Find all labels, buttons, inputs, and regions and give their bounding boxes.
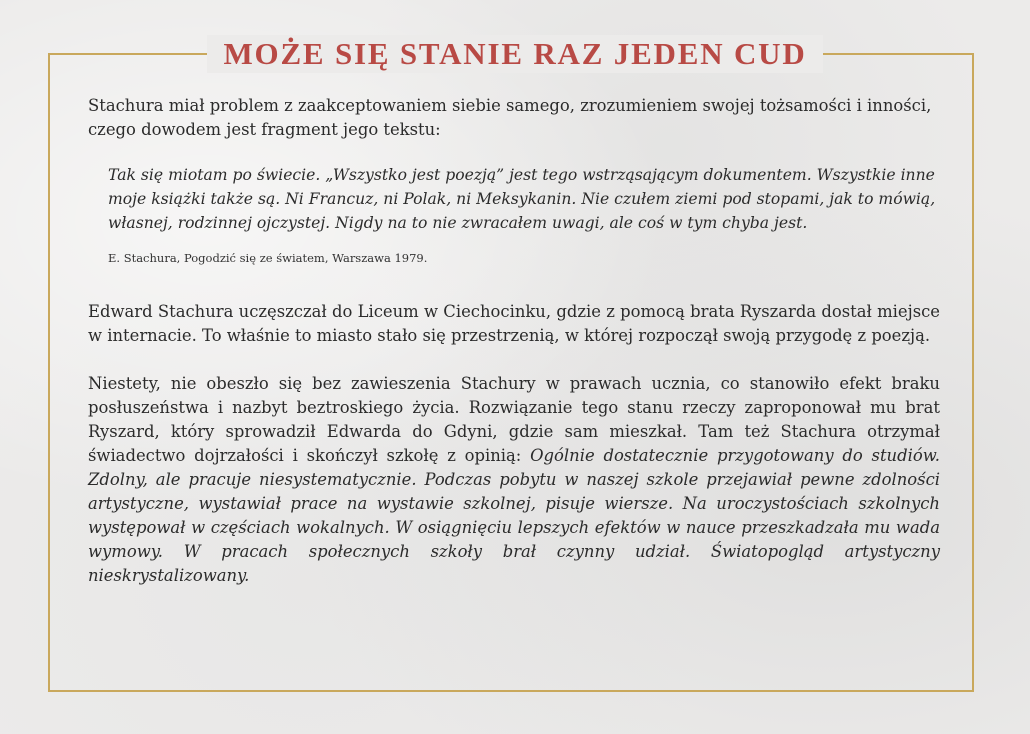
gdynia-paragraph	[88, 372, 940, 588]
article-body	[88, 94, 940, 588]
stachura-quote: Tak się miotam po świecie. „Wszystko jest poezją” jest tego wstrząsającym dokumentem. Wszystkie inne moje książki także są. Ni Francuz, ni Polak, ni Meksykanin. Nie czułem ziemi pod stopami, jak to mówią, własnej, rodzinnej ojczystej. Nigdy na to nie zwracałem uwagi, ale coś w tym chyba jest.	[108, 166, 936, 232]
intro-paragraph: Stachura miał problem z zaakceptowaniem siebie samego, zrozumieniem swojej tożsamości i inności, czego dowodem jest fragment jego tekstu:	[88, 96, 932, 139]
school-opinion-quote: Ogólnie dostatecznie przygotowany do studiów. Zdolny, ale pracuje niesystematycznie. Podczas pobytu w naszej szkole przejawiał pewne zdolności artystyczne, wystawiał prace na wystawie szkolnej, pisuje wiersze. Na uroczystościach szkolnych występował w częściach wokalnych. W osiągnięciu lepszych efektów w nauce przeszkadzała mu wada wymowy. W pracach społecznych szkoły brał czynny udział. Światopogląd artystyczny nieskrystalizowany.	[88, 446, 941, 585]
gdynia-paragraph-text: Niestety, nie obeszło się bez zawieszenia Stachury w prawach ucznia, co stanowiło efekt braku posłuszeństwa i nazbyt beztroskiego życia. Rozwiązanie tego stanu rzeczy zaproponował mu brat Ryszard, który sprowadził Edwarda do Gdyni, gdzie sam mieszkał. Tam też Stachura otrzymał świadectwo dojrzałości i skończył szkołę z opinią:	[88, 374, 940, 465]
ciechocinek-paragraph: Edward Stachura uczęszczał do Liceum w Ciechocinku, gdzie z pomocą brata Ryszarda dostał miejsce w internacie. To właśnie to miasto stało się przestrzenią, w której rozpoczął swoją przygodę z poezją.	[88, 302, 940, 345]
page-title: MOŻE SIĘ STANIE RAZ JEDEN CUD	[207, 35, 822, 73]
quote-citation: E. Stachura, Pogodzić się ze światem, Warszawa 1979.	[108, 251, 428, 265]
